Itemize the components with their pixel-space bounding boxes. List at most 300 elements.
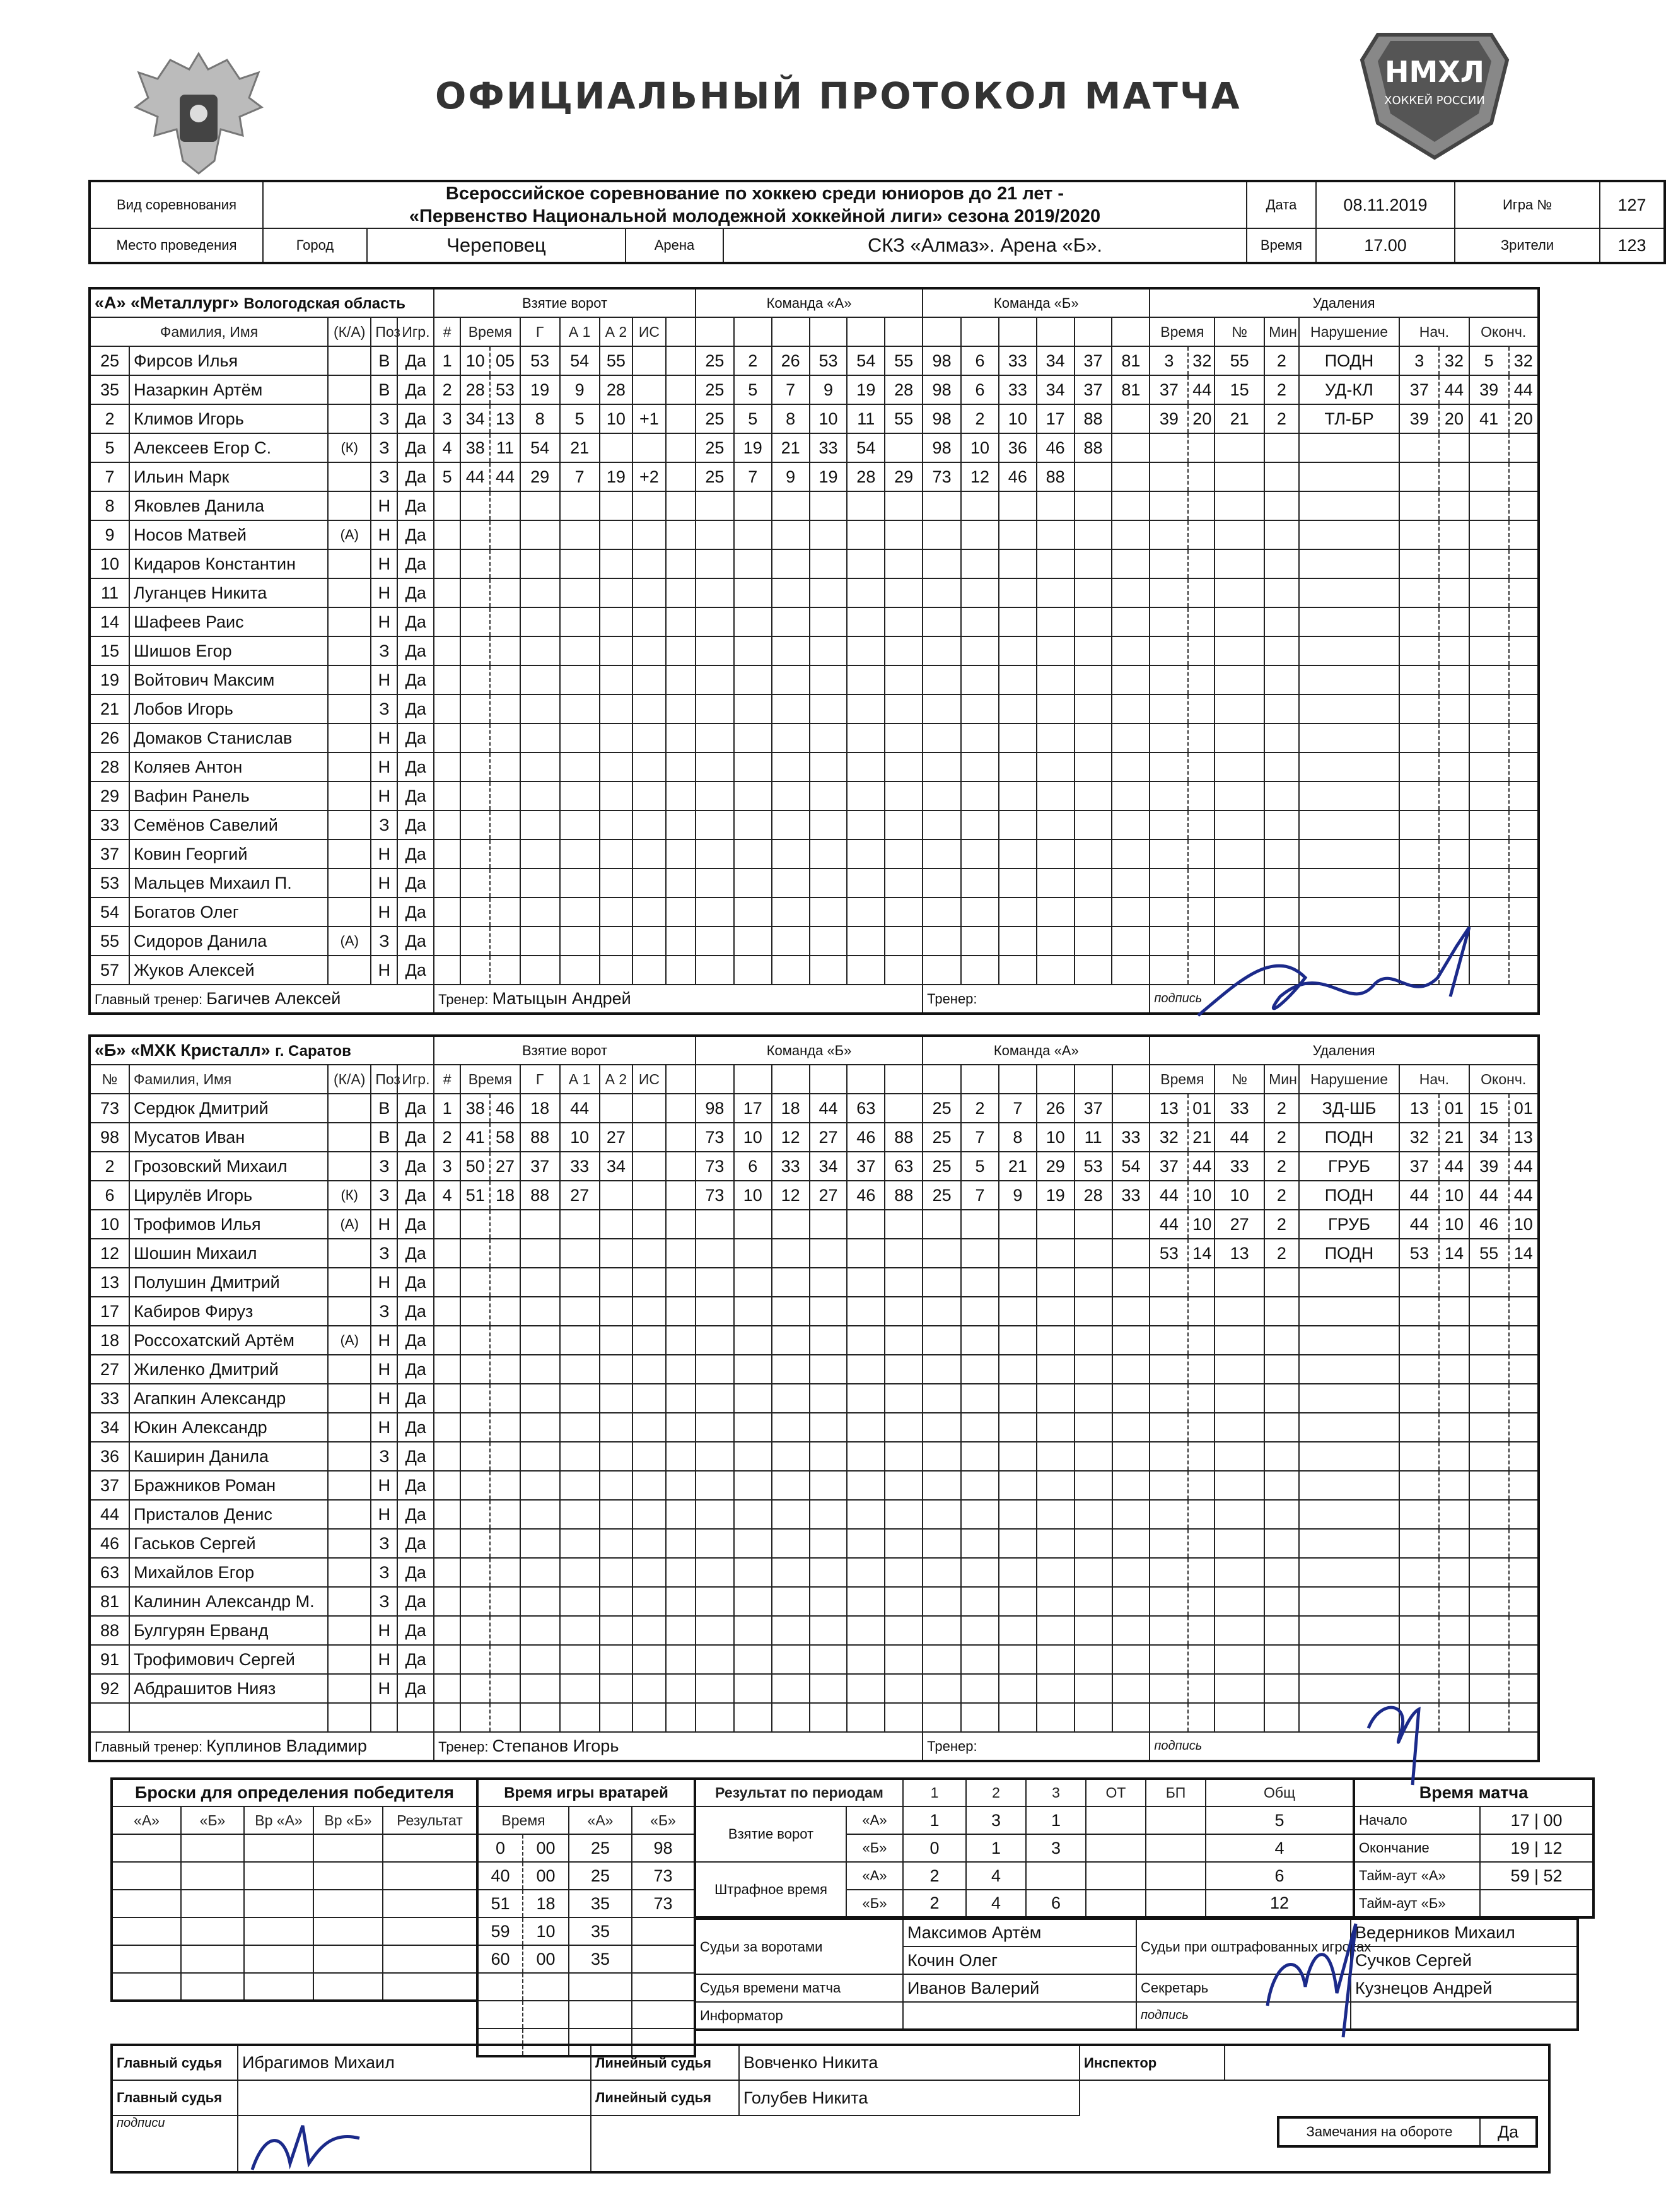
goal-situation [632,1558,666,1587]
pen-end-sec [1509,1703,1539,1732]
pen-start-min: 37 [1399,1152,1439,1181]
player-role: (А) [328,927,371,956]
onice-own-player [772,578,810,607]
player-name: Шошин Михаил [129,1239,328,1268]
onice-own-player: 11 [847,404,885,433]
onice-opp-player [1037,1616,1075,1645]
goal-assist1 [560,1239,600,1268]
onice-opp-player: 8 [999,1123,1037,1152]
goal-assist2 [600,1558,633,1587]
onice-opp-player [923,1587,961,1616]
onice-own-player [847,869,885,898]
pen-start-min [1399,1674,1439,1703]
pen-start-min [1399,781,1439,810]
player-name: Булгурян Ерванд [129,1616,328,1645]
pen-end-min [1469,898,1509,927]
player-name: Кидаров Константин [129,549,328,578]
onice-opp-player [1037,1442,1075,1471]
onice-opp-player [961,781,999,810]
goal-minute [460,1471,490,1500]
onice-own-player [847,1500,885,1529]
onice-opp-player [1037,607,1075,636]
spacer-cell [666,1471,696,1500]
onice-opp-player [1112,956,1150,985]
pen-minute [1150,1558,1188,1587]
player-played: Да [397,1181,434,1210]
pen-end-min: 39 [1469,1152,1509,1181]
pen-start-min [1399,1297,1439,1326]
goal-number [434,723,460,752]
onice-opp-player: 6 [961,346,999,375]
onice-opp-player [1112,723,1150,752]
player-name: Богатов Олег [129,898,328,927]
onice-own-player [772,1297,810,1326]
player-played: Да [397,433,434,462]
pen-end-min [1469,491,1509,520]
onice-opp-player [923,1210,961,1239]
onice-own-player: 27 [810,1181,848,1210]
onice-opp-player: 98 [923,404,961,433]
onice-opp-player [961,665,999,694]
goal-assist2 [600,520,633,549]
onice-opp-player: 88 [1037,462,1075,491]
player-position: В [371,1123,397,1152]
player-number: 46 [90,1529,129,1558]
goal-assist1 [560,1645,600,1674]
team-tag: «Б» [846,1890,903,1917]
onice-opp-player [1112,1297,1150,1326]
onice-opp-player [961,1587,999,1616]
onice-own-player [772,1239,810,1268]
player-played: Да [397,1442,434,1471]
onice-opp-player [961,723,999,752]
onice-opp-player [1037,665,1075,694]
pen-minutes [1264,1587,1299,1616]
onice-opp-player [1037,520,1075,549]
time-label: Время [1247,228,1316,263]
pen-end-min [1469,433,1509,462]
pen-second [1188,1297,1215,1326]
player-position: З [371,1239,397,1268]
goal-scorer [520,607,560,636]
player-role [328,346,371,375]
so-a-header: «А» [112,1806,181,1834]
pen-player: 27 [1215,1210,1264,1239]
pen-end-min [1469,1500,1509,1529]
onice-opp-player [1112,869,1150,898]
onice-own-player: 10 [810,404,848,433]
table-row [90,869,1539,898]
onice-own-player [696,549,734,578]
spectators-value: 123 [1600,228,1665,263]
onice-own-player [772,840,810,869]
player-number: 29 [90,781,129,810]
pen-end-sec: 14 [1509,1239,1539,1268]
onice-own-player [772,520,810,549]
goal-number: 1 [434,346,460,375]
player-played: Да [397,1123,434,1152]
pen-start-sec [1439,520,1469,549]
pen-start-sec [1439,723,1469,752]
onice-own-player [885,1210,923,1239]
goal-situation [632,810,666,840]
player-role [328,1152,371,1181]
pen-end-sec [1509,1297,1539,1326]
goals-header: Взятие ворот [434,288,696,317]
goal-scorer [520,694,560,723]
table-row [90,840,1539,869]
onice-own-player [885,1413,923,1442]
goal-minute [460,549,490,578]
onice-own-player [810,1645,848,1674]
goal-situation [632,869,666,898]
period-value [1086,1890,1146,1917]
goal-second [490,869,520,898]
onice-own-player [696,723,734,752]
pen-player: 33 [1215,1152,1264,1181]
pen-start-min [1399,665,1439,694]
secretary-label: Секретарь [1136,1974,1351,2002]
onice-opp-player [999,1268,1037,1297]
goal-scorer [520,520,560,549]
pen-end-min [1469,956,1509,985]
onice-opp-player [923,1297,961,1326]
onice-opp-player [1112,1442,1150,1471]
informer-label: Информатор [695,2002,903,2030]
pen-start-sec [1439,1616,1469,1645]
onice-own-player [696,781,734,810]
goal-second [490,1326,520,1355]
pen-end-sec [1509,1500,1539,1529]
goal-minute [460,1297,490,1326]
player-position: Н [371,607,397,636]
goal-assist1 [560,1500,600,1529]
onice-own-player [734,1413,772,1442]
onice-own-player [772,1326,810,1355]
onice-own-player [772,1616,810,1645]
player-played: Да [397,694,434,723]
pen-start-sec [1439,1558,1469,1587]
onice-opp-player [999,1384,1037,1413]
team-a-section [88,287,1540,1015]
pen-minute: 3 [1150,346,1188,375]
goal-situation [632,578,666,607]
goal-scorer [520,1558,560,1587]
goal-situation [632,1210,666,1239]
goalie-time-table [476,1777,696,2057]
goal-scorer [520,1616,560,1645]
pen-minutes [1264,840,1299,869]
onice-opp-col [999,1065,1037,1094]
player-role [328,1123,371,1152]
onice-own-player [696,752,734,781]
player-role: (К) [328,433,371,462]
goal-judges-label: Судьи за воротами [695,1919,903,1974]
period-value [1146,1890,1206,1917]
pen-second: 21 [1188,1123,1215,1152]
pen-start-sec: 10 [1439,1210,1469,1239]
onice-own-player: 17 [734,1094,772,1123]
pen-start-min [1399,810,1439,840]
onice-opp-player: 73 [923,462,961,491]
onice-own-player [847,1210,885,1239]
pen-second [1188,1326,1215,1355]
onice-opp-player [1075,607,1112,636]
player-number: 8 [90,491,129,520]
situation-header: ИС [632,317,666,346]
onice-own-player: 46 [847,1181,885,1210]
onice-own-player [847,549,885,578]
spacer-cell [666,956,696,985]
goal-assist2 [600,1355,633,1384]
onice-opp-player: 7 [999,1094,1037,1123]
spacer-cell [666,1674,696,1703]
pen-player: 33 [1215,1094,1264,1123]
goal-scorer [520,1529,560,1558]
table-row [90,1181,1539,1210]
pen-violation: ЗД-ШБ [1299,1094,1400,1123]
onice-opp-player [1112,752,1150,781]
pen-violation [1299,1268,1400,1297]
onice-opp-player [961,1239,999,1268]
goal-assist2 [600,1326,633,1355]
goal-scorer [520,491,560,520]
onice-own-player [810,898,848,927]
pen-player: 15 [1215,375,1264,404]
player-role [328,1442,371,1471]
onice-opp-player [1075,1413,1112,1442]
onice-opp-player [1037,549,1075,578]
pen-minutes [1264,491,1299,520]
pen-end-sec [1509,752,1539,781]
gk-a-goalie: 25 [569,1862,632,1890]
goal-minute [460,1384,490,1413]
pen-minute [1150,636,1188,665]
player-role [328,898,371,927]
goal-second [490,549,520,578]
pen-minutes [1264,1529,1299,1558]
onice-opp-player: 81 [1112,375,1150,404]
player-played: Да [397,1268,434,1297]
table-row [90,898,1539,927]
pen-num-header: № [1215,1065,1264,1094]
goal-second [490,927,520,956]
goal-number [434,752,460,781]
onice-opp-player [1037,1384,1075,1413]
onice-own-player [885,869,923,898]
pen-player [1215,1703,1264,1732]
onice-own-player [885,1616,923,1645]
pen-violation [1299,752,1400,781]
pen-end-sec [1509,781,1539,810]
pen-start-min [1399,1616,1439,1645]
goal-number [434,869,460,898]
pen-player: 10 [1215,1181,1264,1210]
onice-own-player [696,840,734,869]
onice-opp-player: 26 [1037,1094,1075,1123]
player-name: Сердюк Дмитрий [129,1094,328,1123]
onice-opp-player [923,1645,961,1674]
onice-own-player [772,607,810,636]
gk-b-goalie [632,1973,695,2001]
player-role [328,723,371,752]
pen-end-sec [1509,1587,1539,1616]
pen-end-min [1469,723,1509,752]
onice-opp-player [961,1558,999,1587]
goal-second [490,1529,520,1558]
onice-opp-player [1037,1645,1075,1674]
onice-opp-player [1037,1674,1075,1703]
goal-number: 2 [434,1123,460,1152]
player-role [328,1471,371,1500]
pen-minutes [1264,549,1299,578]
coach-label: Тренер: [438,1739,489,1755]
spacer-cell [666,781,696,810]
onice-opp-player [999,1326,1037,1355]
so-vra-header: Вр «А» [244,1806,313,1834]
onice-own-player [810,1297,848,1326]
goal-minute [460,694,490,723]
table-row [90,1210,1539,1239]
player-name: Луганцев Никита [129,578,328,607]
onice-opp-player [1075,927,1112,956]
goal-minute [460,840,490,869]
goal-assist1 [560,752,600,781]
pen-minutes [1264,1355,1299,1384]
player-number: 14 [90,607,129,636]
onice-opp-player [923,549,961,578]
onice-own-player [847,927,885,956]
player-played: Да [397,1152,434,1181]
onice-own-player [810,1471,848,1500]
scorer-header: Г [520,317,560,346]
player-name: Лобов Игорь [129,694,328,723]
goal-scorer [520,1471,560,1500]
onice-opp-player [999,1587,1037,1616]
player-position: Н [371,1500,397,1529]
goal-assist1 [560,1210,600,1239]
referee-2-label: Главный судья [112,2080,238,2115]
pen-second [1188,1529,1215,1558]
pen-end-sec [1509,665,1539,694]
period-value: 1 [903,1806,966,1834]
spacer-cell [666,1355,696,1384]
onice-opp-player [923,810,961,840]
nmhl-logo-text: НМХЛ [1385,55,1484,89]
onice-own-player [696,1558,734,1587]
pen-violation: ПОДН [1299,1181,1400,1210]
period-value: 3 [966,1806,1026,1834]
pen-start-sec [1439,1326,1469,1355]
pen-violation [1299,433,1400,462]
player-name: Ильин Марк [129,462,328,491]
goal-scorer [520,1703,560,1732]
onice-opp-player [1112,927,1150,956]
goal-assist2 [600,433,633,462]
pen-player [1215,1587,1264,1616]
onice-own-player [696,694,734,723]
onice-own-player [810,578,848,607]
onice-own-player [885,1471,923,1500]
onice-own-player [734,898,772,927]
goals-header: Взятие ворот [434,1036,696,1065]
onice-own-player [734,665,772,694]
onice-opp-player [1075,898,1112,927]
pen-start-sec [1439,752,1469,781]
onice-own-player [810,1239,848,1268]
pen-violation [1299,1413,1400,1442]
pen-second [1188,1558,1215,1587]
onice-own-player [847,1529,885,1558]
goal-assist2 [600,1645,633,1674]
onice-own-player: 7 [734,462,772,491]
goal-second: 53 [490,375,520,404]
period-value [1026,1862,1086,1890]
onice-opp-player [1075,1442,1112,1471]
pen-end-min: 15 [1469,1094,1509,1123]
goal-number [434,1413,460,1442]
player-role [328,1500,371,1529]
player-role [328,1384,371,1413]
onice-opp-player [923,1326,961,1355]
pen-player [1215,781,1264,810]
team-region: Вологодская область [243,295,405,312]
pen-start-sec [1439,694,1469,723]
pos-header: Поз [371,317,397,346]
table-row [90,723,1539,752]
onice-own-player [885,1297,923,1326]
num-header: № [90,1065,129,1094]
pen-start-min [1399,462,1439,491]
onice-opp-player: 81 [1112,346,1150,375]
pen-violation [1299,1645,1400,1674]
onice-own-player [696,1326,734,1355]
pen-violation: ГРУБ [1299,1210,1400,1239]
onice-own-player [847,1413,885,1442]
pen-end-sec [1509,1413,1539,1442]
table-row [90,1703,1539,1732]
goal-situation [632,549,666,578]
linesman-1-label: Линейный судья [591,2045,739,2080]
pen-end-min [1469,869,1509,898]
competition-line1: Всероссийское соревнование по хоккею среди юниоров до 21 лет - [445,184,1064,204]
goal-situation [632,694,666,723]
goal-number [434,1645,460,1674]
onice-opp-player: 46 [1037,433,1075,462]
goal-number [434,1239,460,1268]
onice-opp-player [1112,578,1150,607]
onice-own-player [772,636,810,665]
onice-own-player [696,1210,734,1239]
pen-violation [1299,810,1400,840]
pen-minutes: 2 [1264,1239,1299,1268]
onice-opp-player: 21 [999,1152,1037,1181]
pen-end-sec [1509,636,1539,665]
goal-assist2 [600,549,633,578]
timeout-b-label: Тайм-аут «Б» [1354,1890,1480,1917]
onice-own-player [696,1239,734,1268]
onice-opp-player: 2 [961,404,999,433]
onice-own-player [772,1268,810,1297]
onice-own-player: 7 [772,375,810,404]
goal-scorer: 18 [520,1094,560,1123]
onice-own-col [810,1065,848,1094]
period-value: 4 [966,1862,1026,1890]
onice-own-player [734,1558,772,1587]
onice-opp-player [923,1239,961,1268]
goal-number [434,491,460,520]
pen-start-sec [1439,1529,1469,1558]
